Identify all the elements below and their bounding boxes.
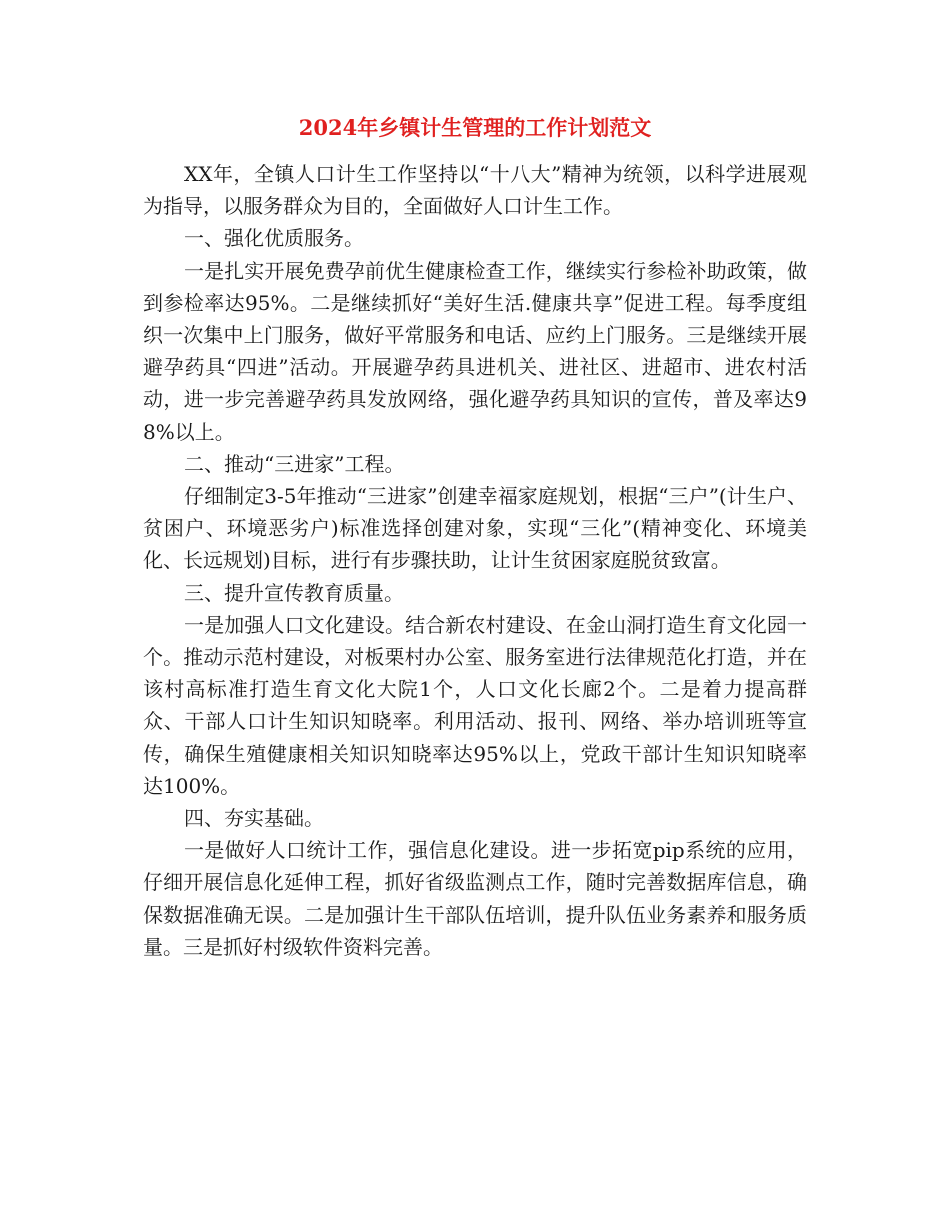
paragraph-intro: XX年，全镇人口计生工作坚持以“十八大”精神为统领，以科学进展观为指导，以服务群众为目的，全面做好人口计生工作。 bbox=[143, 162, 807, 219]
paragraph-section-2: 仔细制定3-5年推动“三进家”创建幸福家庭规划，根据“三户”(计生户、贫困户、环境恶劣户)标准选择创建对象，实现“三化”(精神变化、环境美化、长远规划)目标，进行有步骤扶助，让计生贫困家庭脱贫致富。 bbox=[143, 484, 807, 573]
document-title: 2024年乡镇计生管理的工作计划范文 bbox=[298, 115, 652, 140]
paragraph-section-4: 一是做好人口统计工作，强信息化建设。进一步拓宽pip系统的应用，仔细开展信息化延伸工程，抓好省级监测点工作，随时完善数据库信息，确保数据准确无误。二是加强计生干部队伍培训，提升队伍业务素养和服务质量。三是抓好村级软件资料完善。 bbox=[143, 838, 807, 959]
section-heading-3: 三、提升宣传教育质量。 bbox=[184, 580, 404, 605]
paragraph-section-3: 一是加强人口文化建设。结合新农村建设、在金山洞打造生育文化园一个。推动示范村建设，对板栗村办公室、服务室进行法律规范化打造，并在该村高标准打造生育文化大院1个，人口文化长廊2个。二是着力提高群众、干部人口计生知识知晓率。利用活动、报刊、网络、举办培训班等宣传，确保生殖健康相关知识知晓率达95%以上，党政干部计生知识知晓率达100%。 bbox=[143, 612, 807, 798]
section-heading-2: 二、推动“三进家”工程。 bbox=[184, 451, 405, 476]
document-body bbox=[143, 158, 807, 963]
section-heading-4: 四、夯实基础。 bbox=[184, 806, 324, 831]
section-heading-1: 一、强化优质服务。 bbox=[184, 226, 364, 251]
paragraph-section-1: 一是扎实开展免费孕前优生健康检查工作，继续实行参检补助政策，做到参检率达95%。二是继续抓好“美好生活.健康共享”促进工程。每季度组织一次集中上门服务，做好平常服务和电话、应约上门服务。三是继续开展避孕药具“四进”活动。开展避孕药具进机关、进社区、进超市、进农村活动，进一步完善避孕药具发放网络，强化避孕药具知识的宣传，普及率达98%以上。 bbox=[143, 258, 807, 444]
